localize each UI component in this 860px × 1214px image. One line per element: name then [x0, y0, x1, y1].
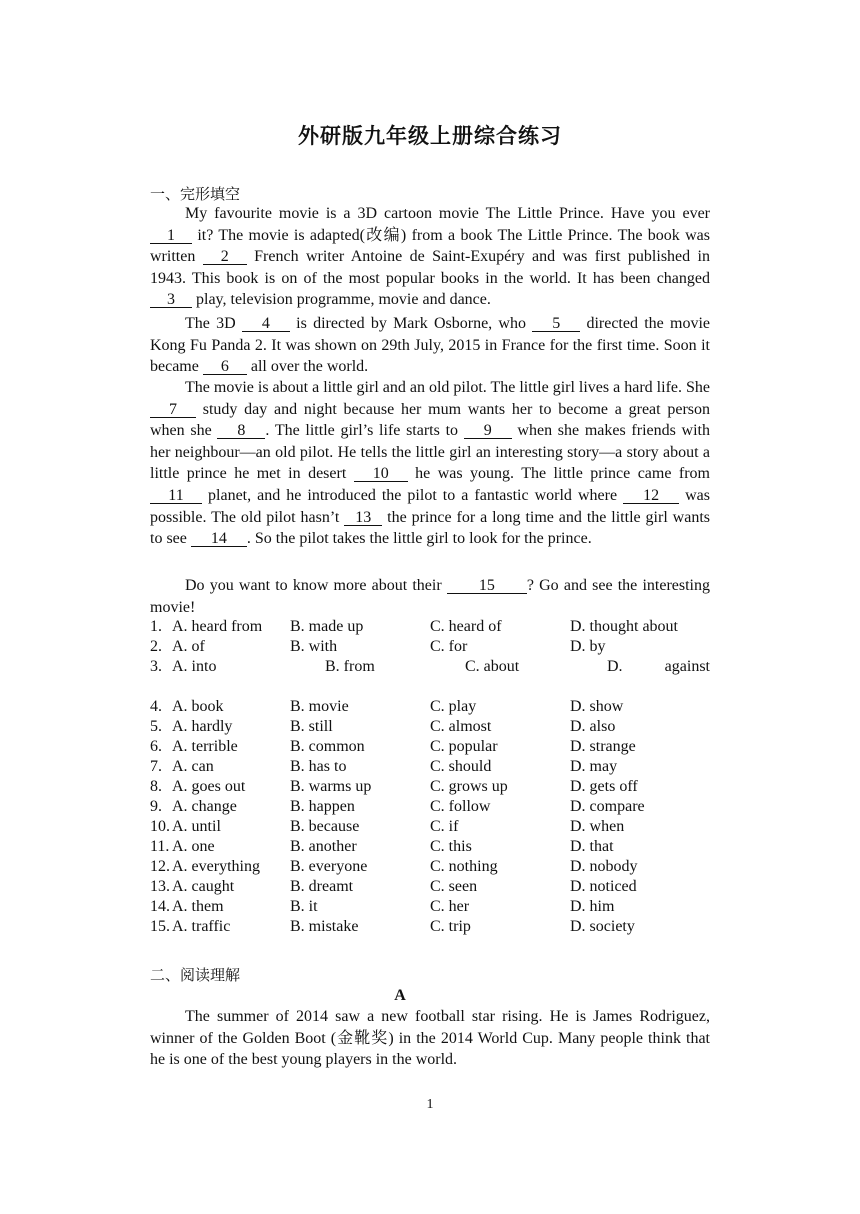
option-row [150, 757, 710, 777]
option-row [150, 917, 710, 937]
option-text: A. change [172, 798, 237, 815]
option-text: B. made up [290, 618, 364, 635]
option-text: C. seen [430, 878, 478, 895]
option-row [150, 717, 710, 737]
option-row [150, 877, 710, 897]
cloze-paragraph-4: Do you want to know more about their 15 ? Go and see the interesting movie! [150, 577, 710, 616]
option-text: 13. [150, 878, 170, 895]
option-row [150, 637, 710, 657]
blank-12: 12 [623, 488, 679, 504]
option-row [150, 797, 710, 817]
option-text: A. heard from [172, 618, 263, 635]
page-number: 1 [426, 1097, 434, 1112]
option-text: B. everyone [290, 858, 368, 875]
option-text: D. strange [570, 738, 636, 755]
section-heading-cloze: 一、完形填空 [150, 185, 241, 203]
option-text: A. them [172, 898, 224, 915]
option-text: 11. [150, 838, 170, 855]
option-text: A. goes out [172, 778, 246, 795]
option-text: C. popular [430, 738, 498, 755]
option-text: B. another [290, 838, 357, 855]
option-text: C. heard of [430, 618, 502, 635]
option-text: 7. [150, 758, 162, 775]
option-row [150, 777, 710, 797]
option-text: A. can [172, 758, 214, 775]
option-text: B. common [290, 738, 365, 755]
option-text: A. terrible [172, 738, 238, 755]
option-text: D. gets off [570, 778, 638, 795]
option-text: A. book [172, 698, 224, 715]
option-text: B. movie [290, 698, 349, 715]
blank-15: 15 [447, 578, 527, 594]
option-text: A. one [172, 838, 215, 855]
blank-7: 7 [150, 402, 196, 418]
option-row [150, 897, 710, 917]
option-text: C. should [430, 758, 492, 775]
option-text: A. traffic [172, 918, 231, 935]
option-text: B. still [290, 718, 333, 735]
option-text: 9. [150, 798, 162, 815]
option-text: D. noticed [570, 878, 637, 895]
option-text: B. dreamt [290, 878, 354, 895]
reading-paragraph-1: The summer of 2014 saw a new football star rising. He is James Rodriguez, winner of the Golden Boot (金靴奖) in the 2014 World Cup. Many people think that he is one of the best young players in the world. [150, 1008, 710, 1069]
option-text: C. almost [430, 718, 492, 735]
option-text: D. by [570, 638, 606, 655]
blank-10: 10 [354, 466, 408, 482]
blank-9: 9 [464, 423, 512, 439]
option-text: B. warms up [290, 778, 372, 795]
option-row [150, 817, 710, 837]
cloze-paragraph-3: The movie is about a little girl and an old pilot. The little girl lives a hard life. She 7 study day and night because her mum wants her to become a great person when she 8 . The little girl’s life starts to 9 when she makes friends with her neighbour—an old pilot. He tells the little girl an interesting story—a story about a little prince he met in desert 10 he was young. The little prince came from 11 planet, and he introduced the pilot to a fantastic world where 12 was possible. The old pilot hasn’t 13 the prince for a long time and the little girl wants to see 14 . So the pilot takes the little girl to look for the prince. [150, 379, 711, 548]
blank-8: 8 [217, 423, 265, 439]
blank-4: 4 [242, 316, 290, 332]
option-text: A. until [172, 818, 221, 835]
cloze-paragraph-1: My favourite movie is a 3D cartoon movie The Little Prince. Have you ever 1 it? The movie is adapted(改编) from a book The Little Prince. The book was written 2 French writer Antoine de Saint-Exupéry and was first published in 1943. This book is on of the most popular books in the world. It has been changed 3 play, television programme, movie and dance. [150, 205, 710, 309]
blank-6: 6 [203, 359, 247, 375]
option-text: D. also [570, 718, 616, 735]
option-text: 10. [150, 818, 170, 835]
option-text: C. trip [430, 918, 471, 935]
option-text: 3. [150, 658, 162, 675]
option-text: C. for [430, 638, 468, 655]
option-row [150, 737, 710, 757]
option-text: B. because [290, 818, 360, 835]
option-text: D. him [570, 898, 615, 915]
option-text: C. nothing [430, 858, 498, 875]
blank-13: 13 [344, 510, 382, 526]
blank-1: 1 [150, 228, 192, 244]
option-text: B. happen [290, 798, 355, 815]
option-text: 4. [150, 698, 162, 715]
option-text: 15. [150, 918, 170, 935]
option-text: D. may [570, 758, 618, 775]
blank-5: 5 [532, 316, 580, 332]
option-text: 5. [150, 718, 162, 735]
blank-3: 3 [150, 292, 192, 308]
option-text: 12. [150, 858, 170, 875]
option-text: A. everything [172, 858, 260, 875]
option-text: 1. [150, 618, 162, 635]
page-title: 外研版九年级上册综合练习 [298, 124, 562, 148]
option-text: C. about [465, 658, 520, 675]
option-text: D. that [570, 838, 614, 855]
option-text: B. from [325, 658, 375, 675]
option-text: B. mistake [290, 918, 359, 935]
option-text: 2. [150, 638, 162, 655]
option-text: A. caught [172, 878, 235, 895]
option-text: D. compare [570, 798, 645, 815]
option-row [150, 657, 710, 677]
option-text: C. if [430, 818, 459, 835]
option-text: A. of [172, 638, 205, 655]
option-text: D. society [570, 918, 635, 935]
option-row [150, 697, 710, 717]
option-text: C. follow [430, 798, 491, 815]
cloze-paragraph-2: The 3D 4 is directed by Mark Osborne, who 5 directed the movie Kong Fu Panda 2. It was shown on 29th July, 2015 in France for the first time. Soon it became 6 all over the world. [150, 315, 711, 376]
option-text: D. nobody [570, 858, 638, 875]
section-heading-reading: 二、阅读理解 [150, 966, 241, 984]
option-row [150, 857, 710, 877]
option-row [150, 617, 710, 637]
option-text: 14. [150, 898, 170, 915]
option-text: B. has to [290, 758, 347, 775]
blank-11: 11 [150, 488, 202, 504]
option-row [150, 837, 710, 857]
option-text: D. [607, 658, 623, 675]
option-text: C. this [430, 838, 472, 855]
option-text: 6. [150, 738, 162, 755]
option-text: B. with [290, 638, 338, 655]
option-text: C. her [430, 898, 470, 915]
passage-label: A [394, 987, 406, 1004]
option-text: C. play [430, 698, 477, 715]
option-text: D. when [570, 818, 625, 835]
option-text: B. it [290, 898, 318, 915]
option-text: A. hardly [172, 718, 233, 735]
option-text: A. into [172, 658, 217, 675]
blank-14: 14 [191, 531, 247, 547]
option-text: against [664, 658, 710, 675]
option-text: D. thought about [570, 618, 678, 635]
blank-2: 2 [203, 249, 247, 265]
option-text: 8. [150, 778, 162, 795]
option-text: D. show [570, 698, 624, 715]
option-text: C. grows up [430, 778, 508, 795]
